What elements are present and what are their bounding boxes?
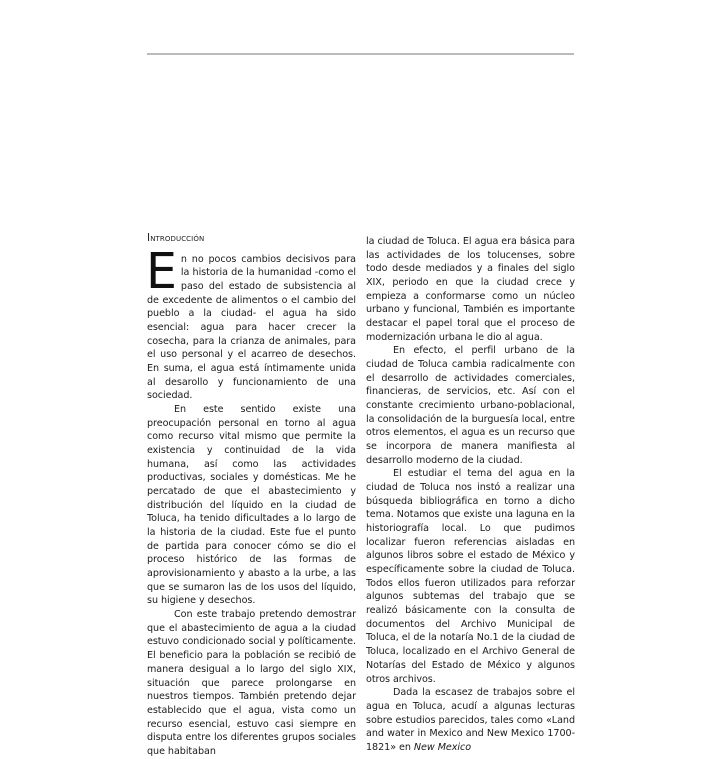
paragraph (366, 686, 575, 754)
left-column (147, 232, 356, 759)
section-title: Introducción (147, 232, 205, 244)
header-rule (147, 53, 574, 55)
drop-cap: E (146, 242, 177, 300)
paragraph: El estudiar el tema del agua en la ciudad de Toluca nos instó a realizar una búsqueda bibliográfica en torno a dicho tema. Notamos que existe una laguna en la historiografía local. Lo que pudimos localizar fueron referencias aisladas en algunos libros sobre el estado de México y específicamente sobre la ciudad de Toluca. Todos ellos fueron utilizados para reforzar algunos subtemas del trabajo que se realizó básicamente con la consulta de documentos del Archivo Municipal de Toluca, el de la notaría No.1 de la ciudad de Toluca, localizado en el Archivo General de Notarías del Estado de México y algunos otros archivos. (366, 468, 575, 685)
paragraph (146, 242, 356, 403)
paragraph-text: Dada la escasez de trabajos sobre el agua en Toluca, acudí a algunas lecturas sobre estudios parecidos, tales como «Land and water in Mexico and New Mexico 1700-1821» en (366, 687, 575, 753)
paragraph: En este sentido existe una preocupación personal en torno al agua como recurso vital mismo que permite la existencia y continuidad de la vida humana, así como las actividades productivas, sociales y domésticas. Me he percatado de que el abastecimiento y distribución del líquido en la ciudad de Toluca, ha tenido dificultades a lo largo de la historia de la ciudad. Este fue el punto de partida para conocer cómo se dio el proceso histórico de las formas de aprovisionamiento y abasto a la urbe, a las que se sumaron las de los usos del líquido, su higiene y desechos. (147, 404, 356, 607)
italic-title: New Mexico (413, 741, 472, 753)
paragraph: la ciudad de Toluca. El agua era básica para las actividades de los tolucenses, sobre todo desde mediados y a finales del siglo XIX, periodo en que la ciudad crece y empieza a conformarse como un núcleo urbano y funcional, También es importante destacar el papel toral que el proceso de modernización urbana le dio al agua. (366, 236, 575, 343)
paragraph: En efecto, el perfil urbano de la ciudad de Toluca cambia radicalmente con el desarrollo de actividades comerciales, financieras, de servicios, etc. Así con el constante crecimiento urbano-poblacional, la consolidación de la burguesía local, entre otros elementos, el agua es un recurso que se incorpora de manera manifiesta al desarrollo moderno de la ciudad. (366, 345, 575, 466)
paragraph: Con este trabajo pretendo demostrar que el abastecimiento de agua a la ciudad estuvo condicionado social y políticamente. El beneficio para la población se recibió de manera desigual a lo largo del siglo XIX, situación que parece prolongarse en nuestros tiempos. También pretendo dejar establecido que el agua, vista como un recurso esencial, estuvo casi siempre en disputa entre los diferentes grupos sociales que habitaban (147, 609, 356, 757)
right-column (366, 235, 575, 755)
paragraph-text: n no pocos cambios decisivos para la historia de la humanidad -como el paso del estado de subsistencia al de excedente de alimentos o el cambio del pueblo a la ciudad- el agua ha sido esencial: agua para hacer crecer la cosecha, para la crianza de animales, para el uso personal y el acarreo de desechos. En suma, el agua está íntimamente unida al desarollo y funcionamiento de una sociedad. (147, 253, 356, 402)
